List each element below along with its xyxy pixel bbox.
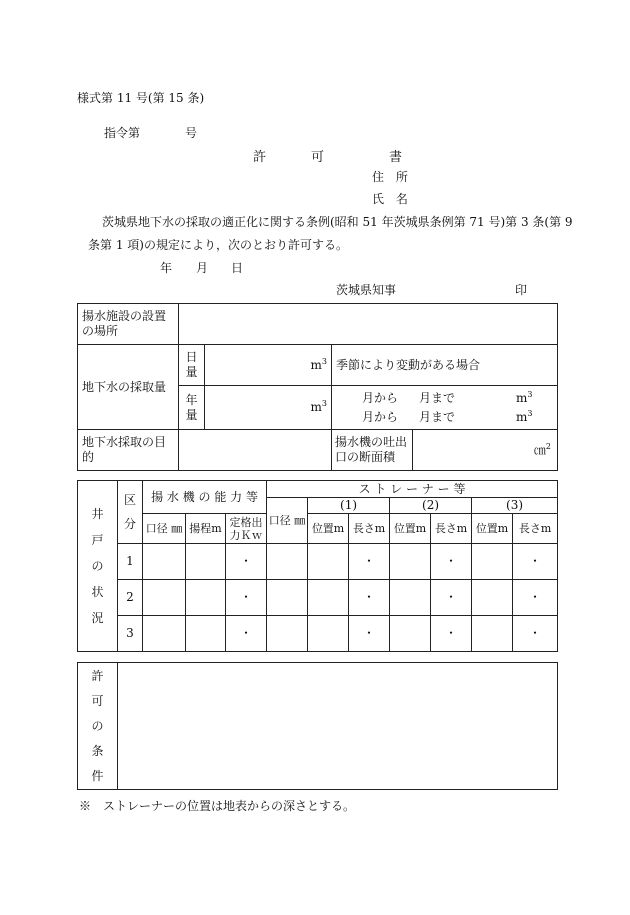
cell-position-3[interactable]	[472, 544, 513, 580]
volume-label: 地下水の採取量	[78, 345, 179, 430]
title-char-3: 書	[389, 150, 403, 165]
cell-diameter[interactable]	[143, 580, 186, 616]
decimal-dot: ・	[529, 590, 542, 604]
body-line-1: 茨城県地下水の採取の適正化に関する条例(昭和 51 年茨城県条例第 71 号)第 3 条(第 9	[102, 215, 573, 229]
length-header-3: 長さm	[513, 514, 558, 544]
period2-unit: m	[516, 409, 528, 424]
conditions-char-2: 可	[91, 693, 104, 708]
date-month: 月	[196, 261, 209, 275]
cell-position-2[interactable]	[390, 580, 431, 616]
strainer-group-3: (3)	[472, 498, 558, 514]
cell-length-1[interactable]	[349, 580, 390, 616]
well-status-table	[77, 480, 558, 652]
period1-from: 月から	[362, 390, 399, 405]
conditions-label	[78, 663, 118, 790]
cell-length-2[interactable]	[431, 580, 472, 616]
outlet-label: 揚水機の吐出口の断面積	[332, 430, 413, 471]
form-number: 様式第 11 号(第 15 条)	[77, 91, 205, 105]
strainer-diameter-header: 口径 ㎜	[267, 498, 308, 544]
well-status-char-2: 戸	[91, 533, 104, 547]
position-header-1: 位置m	[308, 514, 349, 544]
row-number: 2	[118, 580, 143, 616]
rated-output-header: 定格出力Ｋｗ	[226, 514, 267, 544]
cell-length-3[interactable]	[513, 580, 558, 616]
seasonal-periods[interactable]	[332, 386, 558, 430]
daily-unit-exp: 3	[321, 356, 327, 366]
annual-value[interactable]	[205, 386, 332, 430]
period2-to: 月まで	[419, 409, 456, 424]
position-header-2: 位置m	[390, 514, 431, 544]
seasonal-label: 季節により変動がある場合	[332, 345, 558, 386]
order-suffix: 号	[185, 126, 198, 140]
period2-from: 月から	[362, 409, 399, 424]
daily-unit: m	[310, 357, 322, 372]
order-label: 指令第	[104, 126, 141, 140]
decimal-dot: ・	[240, 590, 253, 604]
division-char-2: 分	[123, 517, 136, 531]
cell-length-2[interactable]	[431, 544, 472, 580]
well-status-label	[78, 481, 118, 652]
decimal-dot: ・	[240, 626, 253, 640]
decimal-dot: ・	[240, 554, 253, 568]
period1-unit-exp: 3	[527, 389, 533, 399]
period2-unit-exp: 3	[527, 408, 533, 418]
outlet-unit-exp: 2	[545, 441, 551, 451]
daily-label: 日量	[179, 345, 205, 386]
decimal-dot: ・	[363, 626, 376, 640]
diameter-header: 口径 ㎜	[143, 514, 186, 544]
name-label: 氏 名	[372, 192, 408, 206]
cell-output[interactable]	[226, 616, 267, 652]
decimal-dot: ・	[445, 590, 458, 604]
cell-strainer-diameter[interactable]	[267, 580, 308, 616]
seal-mark: 印	[515, 283, 528, 297]
decimal-dot: ・	[445, 626, 458, 640]
table-row	[78, 544, 558, 580]
cell-position-2[interactable]	[390, 616, 431, 652]
cell-length-1[interactable]	[349, 616, 390, 652]
division-char-1: 区	[123, 493, 136, 507]
annual-unit-exp: 3	[321, 399, 327, 408]
strainer-group-2: (2)	[390, 498, 472, 514]
date-year: 年	[160, 261, 173, 275]
governor: 茨城県知事	[336, 283, 397, 297]
well-status-char-4: 状	[91, 585, 104, 599]
cell-output[interactable]	[226, 544, 267, 580]
cell-position-1[interactable]	[308, 544, 349, 580]
purpose-label: 地下水採取の目的	[78, 430, 179, 471]
daily-value[interactable]	[205, 345, 332, 386]
table-row	[78, 616, 558, 652]
cell-position-1[interactable]	[308, 580, 349, 616]
row-number: 1	[118, 544, 143, 580]
cell-length-2[interactable]	[431, 616, 472, 652]
cell-diameter[interactable]	[143, 616, 186, 652]
cell-length-1[interactable]	[349, 544, 390, 580]
cell-output[interactable]	[226, 580, 267, 616]
cell-position-1[interactable]	[308, 616, 349, 652]
annual-unit: m	[310, 400, 322, 414]
period1-unit: m	[516, 390, 528, 405]
cell-length-3[interactable]	[513, 616, 558, 652]
division-label	[118, 481, 143, 544]
purpose-value[interactable]	[179, 430, 332, 471]
cell-position-3[interactable]	[472, 580, 513, 616]
address-label: 住 所	[372, 170, 408, 184]
site-label: 揚水施設の設置の場所	[78, 304, 179, 345]
well-status-char-5: 況	[91, 611, 104, 625]
decimal-dot: ・	[529, 626, 542, 640]
position-header-3: 位置m	[472, 514, 513, 544]
title-char-1: 許	[253, 150, 267, 165]
decimal-dot: ・	[363, 590, 376, 604]
site-value[interactable]	[179, 304, 558, 345]
cell-lift[interactable]	[186, 544, 226, 580]
cell-lift[interactable]	[186, 616, 226, 652]
conditions-char-4: 条	[91, 743, 104, 758]
title-char-2: 可	[311, 150, 325, 165]
cell-position-2[interactable]	[390, 544, 431, 580]
cell-strainer-diameter[interactable]	[267, 616, 308, 652]
lift-header: 揚程m	[186, 514, 226, 544]
length-header-2: 長さm	[431, 514, 472, 544]
outlet-unit: ㎝	[533, 442, 546, 457]
decimal-dot: ・	[445, 554, 458, 568]
length-header-1: 長さm	[349, 514, 390, 544]
cell-diameter[interactable]	[143, 544, 186, 580]
outlet-value[interactable]	[413, 430, 558, 471]
annual-label: 年量	[179, 386, 205, 430]
date-day: 日	[231, 261, 244, 275]
table-row	[78, 580, 558, 616]
cell-length-3[interactable]	[513, 544, 558, 580]
strainer-group-1: (1)	[308, 498, 390, 514]
cell-strainer-diameter[interactable]	[267, 544, 308, 580]
pump-capacity-header: 揚 水 機 の 能 力 等	[143, 481, 267, 514]
body-line-2: 条第 1 項)の規定により，次のとおり許可する。	[88, 238, 348, 252]
conditions-char-5: 件	[91, 768, 104, 783]
strainer-header: ス ト レ ー ナ ー 等	[267, 481, 558, 498]
well-status-char-1: 井	[91, 507, 104, 521]
withdrawal-table	[77, 303, 558, 471]
row-number: 3	[118, 616, 143, 652]
footnote: ※ ストレーナーの位置は地表からの深さとする。	[79, 799, 356, 813]
period1-to: 月まで	[419, 390, 456, 405]
decimal-dot: ・	[529, 554, 542, 568]
conditions-value[interactable]	[118, 663, 558, 790]
cell-position-3[interactable]	[472, 616, 513, 652]
conditions-char-3: の	[91, 718, 104, 733]
conditions-char-1: 許	[91, 668, 104, 683]
decimal-dot: ・	[363, 554, 376, 568]
well-status-char-3: の	[91, 559, 104, 573]
conditions-table	[77, 662, 558, 790]
cell-lift[interactable]	[186, 580, 226, 616]
